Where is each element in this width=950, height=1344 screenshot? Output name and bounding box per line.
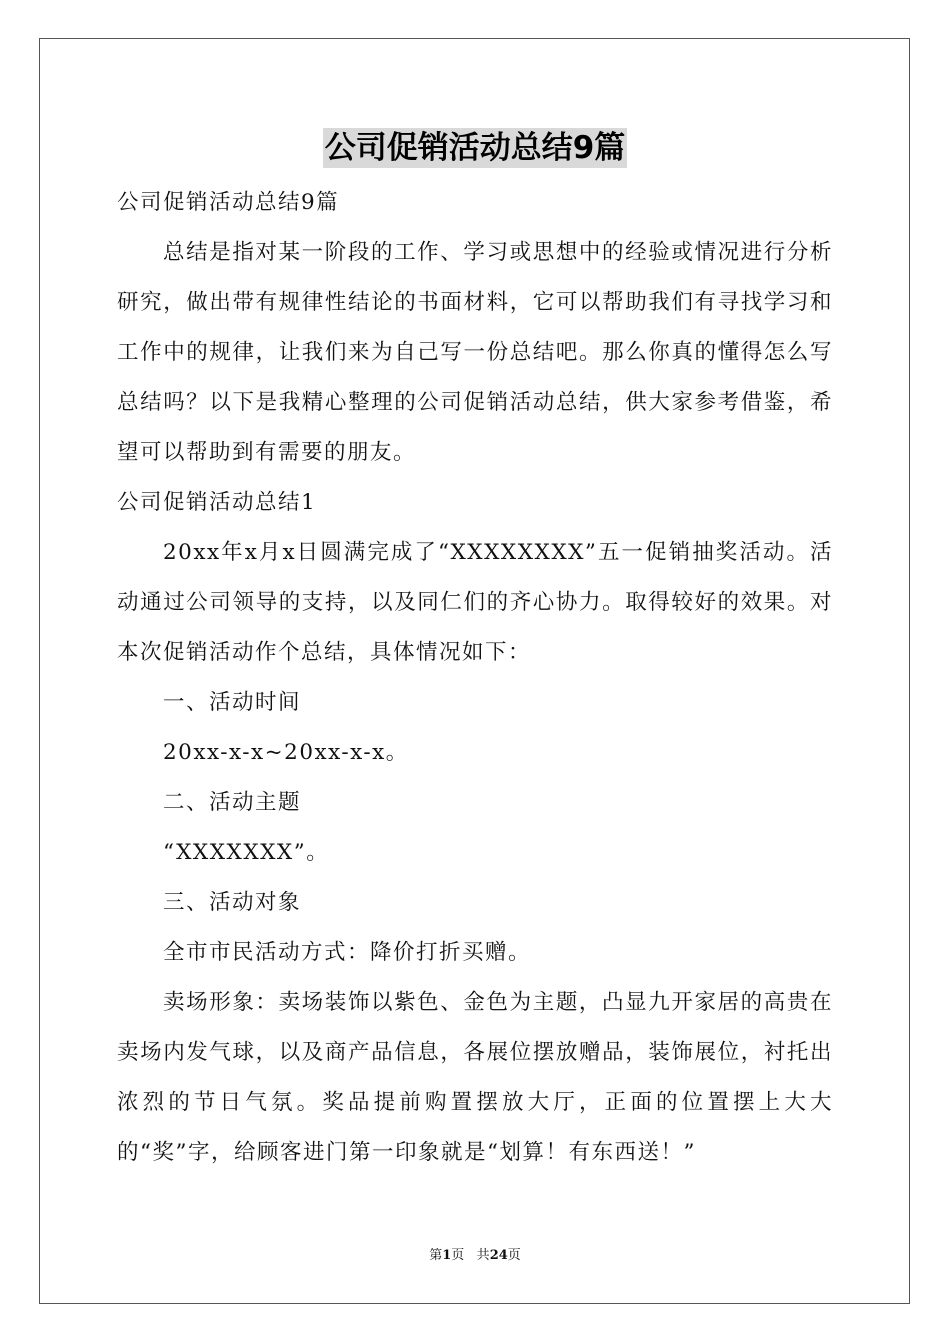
store-image-paragraph: 卖场形象：卖场装饰以紫色、金色为主题，凸显九开家居的高贵在卖场内发气球，以及商产品信息，各展位摆放赠品，装饰展位，衬托出浓烈的节日气氛。奖品提前购置摆放大厅，正面的位置摆上大大的“奖”字，给顾客进门第一印象就是“划算！有东西送！” [117, 990, 833, 1165]
heading-activity-target: 三、活动对象 [163, 890, 302, 915]
page-prefix: 第 [429, 1248, 443, 1263]
page-number: 1 [442, 1248, 452, 1263]
title-container [0, 128, 950, 168]
document-body [117, 178, 833, 1178]
document-title: 公司促销活动总结9篇 [324, 130, 626, 166]
subtitle-paragraph: 公司促销活动总结9篇 [117, 190, 340, 215]
page-footer [0, 1247, 950, 1265]
summary-paragraph: 20xx年x月x日圆满完成了“XXXXXXXX”五一促销抽奖活动。活动通过公司领导的支持，以及同仁们的齐心协力。取得较好的效果。对本次促销活动作个总结，具体情况如下： [117, 540, 833, 665]
activity-theme-value: “XXXXXXX”。 [163, 840, 330, 865]
intro-paragraph: 总结是指对某一阶段的工作、学习或思想中的经验或情况进行分析研究，做出带有规律性结论的书面材料，它可以帮助我们有寻找学习和工作中的规律，让我们来为自己写一份总结吧。那么你真的懂得怎么写总结吗？以下是我精心整理的公司促销活动总结，供大家参考借鉴，希望可以帮助到有需要的朋友。 [117, 240, 833, 465]
total-pages: 24 [489, 1248, 508, 1263]
page-suffix: 页 [451, 1248, 465, 1263]
heading-activity-time: 一、活动时间 [163, 690, 302, 715]
total-prefix: 共 [476, 1248, 490, 1263]
heading-activity-theme: 二、活动主题 [163, 790, 302, 815]
section-heading: 公司促销活动总结1 [117, 490, 317, 515]
total-suffix: 页 [507, 1248, 521, 1263]
activity-target-value: 全市市民活动方式：降价打折买赠。 [163, 940, 532, 965]
activity-time-value: 20xx-x-x~20xx-x-x。 [163, 740, 409, 765]
